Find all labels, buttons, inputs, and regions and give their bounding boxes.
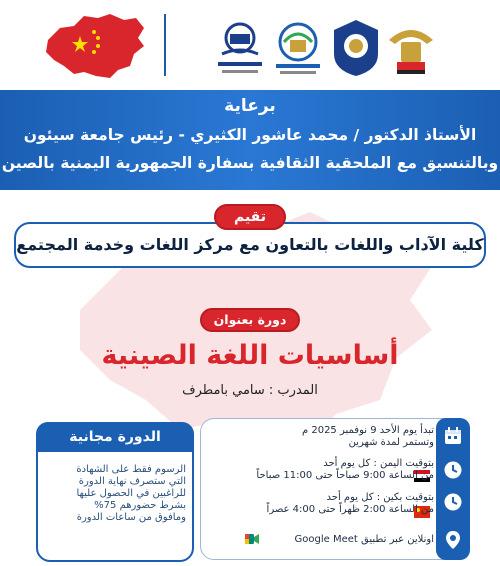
sponsor-name: الأستاذ الدكتور / محمد عاشور الكثيري - رئيس جامعة سيئون [23,126,477,144]
sponsor-coordination: وبالتنسيق مع الملحقية الثقافية بسفارة الجمهورية اليمنية بالصين [1,154,499,172]
college-name: كلية الآداب واللغات بالتعاون مع مركز اللغات وخدمة المجتمع [16,235,484,254]
start-date: تبدأ يوم الأحد 9 نوفمبر 2025 م [301,425,434,436]
yemen-emblem-logo [383,18,439,78]
faculty-of-arts-logo [270,18,326,78]
clock-icon [443,492,463,512]
header-logos [0,0,500,90]
china-flag-map-icon [40,10,150,82]
duration: وتستمر لمدة شهرين [348,437,434,448]
seiyun-university-logo [328,18,384,78]
free-course-line: للراغبين في الحصول عليها [76,488,186,499]
yemen-time-day: بتوقيت اليمن : كل يوم أحد [323,458,434,469]
course-label-badge: دورة بعنوان [200,308,300,332]
calendar-icon [443,426,463,446]
beijing-time-hours: من الساعة 2:00 ظهراً حتى 4:00 عصراً [266,504,434,515]
language-center-logo [212,18,268,78]
free-course-line: ومافوق من ساعات الدورة [76,512,186,523]
sponsor-band [0,90,500,190]
yemen-time-hours: من الساعة 9:00 صباحاً حتى 11:00 صباحاً [256,470,434,481]
free-course-line: بشرط حضورهم 75% [94,500,186,511]
presents-badge: تقيم [214,204,286,230]
free-course-line: التي ستصرف نهاية الدورة [78,476,186,487]
google-meet-icon [245,533,259,545]
sponsor-heading: برعاية [224,96,276,116]
beijing-time-day: بتوقيت بكين : كل يوم أحد [326,492,434,503]
trainer-name: المدرب : سامي بامطرف [182,383,318,398]
online-platform: اونلاين عبر تطبيق Google Meet [294,534,434,545]
location-pin-icon [443,530,463,550]
course-title: أساسيات اللغة الصينية [101,340,399,371]
free-course-line: الرسوم فقط على الشهادة [76,464,186,475]
free-course-title: الدورة مجانية [36,422,194,452]
header-divider [164,14,166,76]
clock-icon [443,460,463,480]
